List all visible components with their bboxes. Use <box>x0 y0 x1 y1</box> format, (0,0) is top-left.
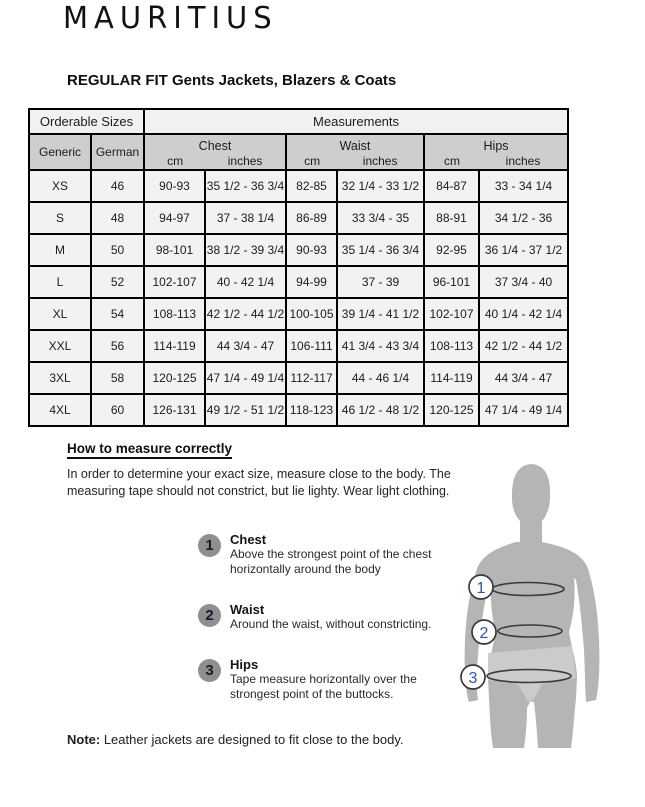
cell-waist-cm: 82-85 <box>286 170 337 202</box>
cell-generic: S <box>29 202 91 234</box>
unit-inches: inches <box>362 153 398 168</box>
cell-german: 54 <box>91 298 144 330</box>
cell-waist-cm: 94-99 <box>286 266 337 298</box>
measure-steps-list <box>198 532 483 727</box>
step-title: Chest <box>230 532 267 547</box>
cell-chest-in: 49 1/2 - 51 1/2 <box>205 394 286 426</box>
figure-marker-1 <box>469 575 493 599</box>
body-measurement-figure <box>450 450 625 750</box>
cell-waist-in: 35 1/4 - 36 3/4 <box>337 234 424 266</box>
cell-generic: L <box>29 266 91 298</box>
table-row-4XL <box>29 394 568 426</box>
cell-chest-cm: 98-101 <box>144 234 205 266</box>
cell-hips-in: 36 1/4 - 37 1/2 <box>479 234 568 266</box>
measure-intro-text: In order to determine your exact size, measure close to the body. The measuring tape should not constrict, but lie lighty. Wear light clothing. <box>67 467 451 498</box>
header-measurements: Measurements <box>144 109 568 134</box>
cell-hips-in: 47 1/4 - 49 1/4 <box>479 394 568 426</box>
cell-generic: 3XL <box>29 362 91 394</box>
table-row-XXL <box>29 330 568 362</box>
cell-chest-cm: 94-97 <box>144 202 205 234</box>
group-label-waist: Waist <box>339 138 371 153</box>
table-row-XS <box>29 170 568 202</box>
cell-hips-cm: 108-113 <box>424 330 479 362</box>
cell-waist-cm: 90-93 <box>286 234 337 266</box>
cell-german: 48 <box>91 202 144 234</box>
header-orderable-sizes: Orderable Sizes <box>29 109 144 134</box>
cell-waist-cm: 118-123 <box>286 394 337 426</box>
measure-step-chest <box>198 532 483 577</box>
cell-chest-in: 47 1/4 - 49 1/4 <box>205 362 286 394</box>
cell-chest-cm: 90-93 <box>144 170 205 202</box>
cell-chest-in: 44 3/4 - 47 <box>205 330 286 362</box>
cell-generic: M <box>29 234 91 266</box>
cell-waist-cm: 86-89 <box>286 202 337 234</box>
measure-step-waist <box>198 602 483 632</box>
figure-marker-3 <box>461 665 485 689</box>
cell-chest-in: 35 1/2 - 36 3/4 <box>205 170 286 202</box>
step-number-badge: 2 <box>198 604 221 627</box>
cell-waist-in: 37 - 39 <box>337 266 424 298</box>
table-row-S <box>29 202 568 234</box>
cell-german: 50 <box>91 234 144 266</box>
unit-cm: cm <box>443 153 460 168</box>
note-text: Leather jackets are designed to fit close to the body. <box>100 732 404 747</box>
cell-generic: XS <box>29 170 91 202</box>
header-generic: Generic <box>29 134 91 170</box>
cell-hips-cm: 102-107 <box>424 298 479 330</box>
figure-marker-2 <box>472 620 496 644</box>
unit-inches: inches <box>505 153 541 168</box>
cell-chest-in: 38 1/2 - 39 3/4 <box>205 234 286 266</box>
step-number-badge: 3 <box>198 659 221 682</box>
cell-waist-in: 33 3/4 - 35 <box>337 202 424 234</box>
header-group-hips <box>424 134 568 170</box>
brand-logo: MAURITIUS <box>63 0 278 36</box>
cell-german: 60 <box>91 394 144 426</box>
cell-hips-in: 44 3/4 - 47 <box>479 362 568 394</box>
table-header-row-top <box>29 109 568 134</box>
cell-hips-cm: 114-119 <box>424 362 479 394</box>
body-silhouette <box>465 542 600 748</box>
cell-hips-in: 42 1/2 - 44 1/2 <box>479 330 568 362</box>
cell-hips-cm: 96-101 <box>424 266 479 298</box>
cell-waist-in: 41 3/4 - 43 3/4 <box>337 330 424 362</box>
cell-chest-in: 37 - 38 1/4 <box>205 202 286 234</box>
cell-hips-cm: 84-87 <box>424 170 479 202</box>
unit-cm: cm <box>167 153 184 168</box>
cell-waist-cm: 112-117 <box>286 362 337 394</box>
measure-section-heading: How to measure correctly <box>67 441 232 459</box>
cell-hips-cm: 120-125 <box>424 394 479 426</box>
cell-german: 56 <box>91 330 144 362</box>
cell-german: 58 <box>91 362 144 394</box>
cell-chest-cm: 108-113 <box>144 298 205 330</box>
table-row-L <box>29 266 568 298</box>
cell-waist-in: 39 1/4 - 41 1/2 <box>337 298 424 330</box>
step-title: Waist <box>230 602 265 617</box>
cell-hips-in: 34 1/2 - 36 <box>479 202 568 234</box>
unit-inches: inches <box>227 153 263 168</box>
cell-chest-cm: 114-119 <box>144 330 205 362</box>
measure-step-hips <box>198 657 483 702</box>
cell-hips-in: 37 3/4 - 40 <box>479 266 568 298</box>
cell-generic: 4XL <box>29 394 91 426</box>
cell-generic: XXL <box>29 330 91 362</box>
header-group-waist <box>286 134 424 170</box>
cell-german: 46 <box>91 170 144 202</box>
cell-waist-in: 44 - 46 1/4 <box>337 362 424 394</box>
cell-hips-cm: 92-95 <box>424 234 479 266</box>
cell-generic: XL <box>29 298 91 330</box>
header-group-chest <box>144 134 286 170</box>
table-row-XL <box>29 298 568 330</box>
size-table-body <box>29 170 568 426</box>
note-label: Note: <box>67 732 101 747</box>
svg-text:3: 3 <box>468 670 478 687</box>
page-title: REGULAR FIT Gents Jackets, Blazers & Coats <box>67 72 397 89</box>
cell-waist-in: 46 1/2 - 48 1/2 <box>337 394 424 426</box>
step-description: Around the waist, without constricting. <box>230 617 432 631</box>
step-description: Tape measure horizontally over the strongest point of the buttocks. <box>230 672 417 701</box>
size-chart-table <box>28 108 569 427</box>
table-row-3XL <box>29 362 568 394</box>
cell-hips-in: 33 - 34 1/4 <box>479 170 568 202</box>
cell-chest-in: 42 1/2 - 44 1/2 <box>205 298 286 330</box>
table-row-M <box>29 234 568 266</box>
leather-note <box>67 732 404 747</box>
cell-waist-in: 32 1/4 - 33 1/2 <box>337 170 424 202</box>
group-label-hips: Hips <box>483 138 509 153</box>
step-title: Hips <box>230 657 259 672</box>
cell-chest-cm: 102-107 <box>144 266 205 298</box>
cell-chest-in: 40 - 42 1/4 <box>205 266 286 298</box>
cell-waist-cm: 106-111 <box>286 330 337 362</box>
cell-chest-cm: 120-125 <box>144 362 205 394</box>
step-number-badge: 1 <box>198 534 221 557</box>
group-label-chest: Chest <box>198 138 232 153</box>
figure-head <box>512 464 550 543</box>
cell-hips-in: 40 1/4 - 42 1/4 <box>479 298 568 330</box>
cell-waist-cm: 100-105 <box>286 298 337 330</box>
step-description: Above the strongest point of the chest horizontally around the body <box>230 547 432 576</box>
table-header-row-sub <box>29 134 568 170</box>
svg-text:2: 2 <box>479 625 489 642</box>
header-german: German <box>91 134 144 170</box>
cell-hips-cm: 88-91 <box>424 202 479 234</box>
unit-cm: cm <box>304 153 321 168</box>
cell-chest-cm: 126-131 <box>144 394 205 426</box>
cell-german: 52 <box>91 266 144 298</box>
svg-text:1: 1 <box>476 580 486 597</box>
